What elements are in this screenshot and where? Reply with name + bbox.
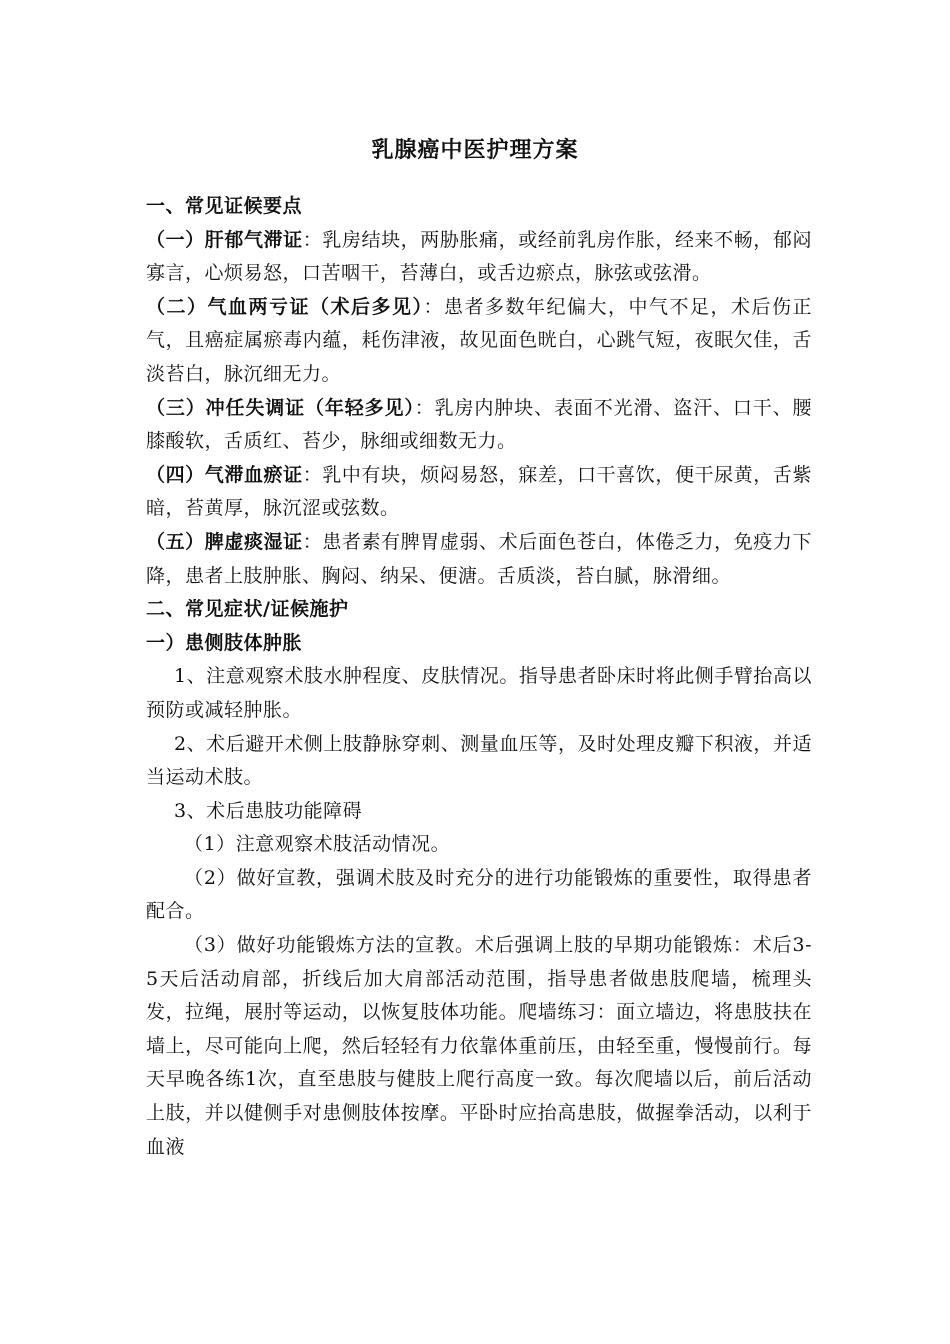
syndrome-label-4: （四）气滞血瘀证 — [146, 463, 303, 486]
syndrome-item-2 — [146, 291, 812, 392]
document-body — [146, 190, 812, 1164]
paragraph-3-3: （3）做好功能锻炼方法的宣教。术后强调上肢的早期功能锻炼：术后3-5天后活动肩部，折线后加大肩部活动范围，指导患者做患肢爬墙，梳理头发，拉绳，展肘等运动，以恢复肢体功能。爬墙练习：面立墙边，将患肢扶在墙上，尽可能向上爬，然后轻轻有力依靠体重前压，由轻至重，慢慢前行。每天早晚各练1次，直至患肢与健肢上爬行高度一致。每次爬墙以后，前后活动上肢，并以健侧手对患侧肢体按摩。平卧时应抬高患肢，做握拳活动，以利于血液 — [146, 934, 812, 1158]
syndrome-item-5 — [146, 526, 812, 593]
syndrome-text-1: ：乳房结块，两胁胀痛，或经前乳房作胀，经来不畅，郁闷寡言，心烦易怒，口苦咽干，苔薄白，或舌边瘀点，脉弦或弦滑。 — [146, 228, 812, 285]
paragraph-3-1: （1）注意观察术肢活动情况。 — [184, 833, 451, 856]
syndrome-label-3: （三）冲任失调证（年轻多见） — [146, 396, 415, 419]
syndrome-text-2: ：患者多数年纪偏大，中气不足，术后伤正气，且癌症属瘀毒内蕴，耗伤津液，故见面色晄白，心跳气短，夜眠欠佳，舌淡苔白，脉沉细无力。 — [146, 295, 812, 385]
syndrome-item-4 — [146, 459, 812, 526]
paragraph-3-2: （2）做好宣教，强调术肢及时充分的进行功能锻炼的重要性，取得患者配合。 — [146, 866, 812, 923]
subsection-heading-1: 一）患侧肢体肿胀 — [146, 631, 303, 654]
syndrome-item-1 — [146, 224, 812, 291]
paragraph-2: 2、术后避开术侧上肢静脉穿刺、测量血压等，及时处理皮瓣下积液，并适当运动术肢。 — [146, 732, 812, 789]
syndrome-text-3: ：乳房内肿块、表面不光滑、盗汗、口干、腰膝酸软，舌质红、苔少，脉细或细数无力。 — [146, 396, 812, 453]
document-title: 乳腺癌中医护理方案 — [371, 137, 579, 163]
syndrome-label-5: （五）脾虚痰湿证 — [146, 530, 303, 553]
syndrome-label-1: （一）肝郁气滞证 — [146, 228, 303, 251]
section-heading-2: 二、常见症状/证候施护 — [146, 598, 349, 621]
syndrome-item-3 — [146, 392, 812, 459]
paragraph-3: 3、术后患肢功能障碍 — [174, 799, 363, 822]
syndrome-text-5: ：患者素有脾胃虚弱、术后面色苍白，体倦乏力，免疫力下降，患者上肢肿胀、胸闷、纳呆、便溏。舌质淡，苔白腻，脉滑细。 — [146, 530, 812, 587]
paragraph-1: 1、注意观察术肢水肿程度、皮肤情况。指导患者卧床时将此侧手臂抬高以预防或减轻肿胀。 — [146, 665, 812, 721]
syndrome-text-4: ：乳中有块，烦闷易怒，寐差，口干喜饮，便干尿黄，舌紫暗，苔黄厚，脉沉涩或弦数。 — [146, 463, 812, 520]
section-heading-1: 一、常见证候要点 — [146, 195, 303, 217]
syndrome-label-2: （二）气血两亏证（术后多见） — [146, 295, 424, 318]
